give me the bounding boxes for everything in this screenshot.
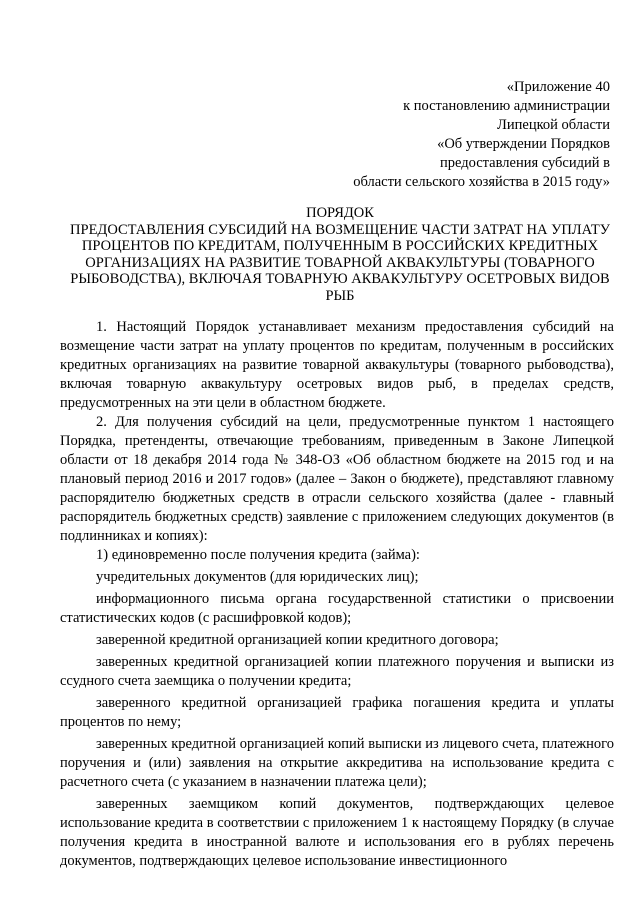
appendix-line: Липецкой области [497,117,610,133]
appendix-line: «Приложение 40 [506,79,610,95]
title-line: РЫБОВОДСТВА), ВКЛЮЧАЯ ТОВАРНУЮ АКВАКУЛЬТУРУ ОСЕТРОВЫХ ВИДОВ [70,271,610,288]
title-line: ПОРЯДОК [306,205,374,221]
list-item: информационного письма органа государственной статистики о присвоении статистических кодов (с расшифровкой кодов); [60,591,614,626]
appendix-line: к постановлению администрации [403,98,610,114]
paragraph-2: 2. Для получения субсидий на цели, предусмотренные пунктом 1 настоящего Порядка, претенденты, отвечающие требованиям, приведенным в Законе Липецкой области от 18 декабря 2014 года № 348-ОЗ «Об областном бюджете на 2015 год и на плановый период 2016 и 2017 годов» (далее – Закон о бюджете), представляют главному распорядителю бюджетных средств в отрасли сельского хозяйства (далее - главный распорядитель бюджетных средств) заявление с приложением следующих документов (в подлинниках и копиях): [60,414,614,544]
list-item: заверенных кредитной организацией копии платежного поручения и выписки из ссудного счета заемщика о получении кредита; [60,654,614,689]
title-line: РЫБ [325,287,355,304]
appendix-line: «Об утверждении Порядков [437,136,610,152]
list-item: заверенного кредитной организацией графика погашения кредита и уплаты процентов по нему; [60,695,614,730]
list-item: 1) единовременно после получения кредита (займа): [96,547,420,563]
list-item: заверенных кредитной организацией копий выписки из лицевого счета, платежного поручения и (или) заявления на открытие аккредитива на использование кредита с расчетного счета (с указанием в назначении платежа цели); [60,736,614,790]
title-line: ПРОЦЕНТОВ ПО КРЕДИТАМ, ПОЛУЧЕННЫМ В РОССИЙСКИХ КРЕДИТНЫХ [81,238,599,255]
appendix-line: предоставления субсидий в [439,155,610,171]
list-item: заверенных заемщиком копий документов, подтверждающих целевое использование кредита в соответствии с приложением 1 к настоящему Порядку (в случае получения кредита в иностранной валюте и использования его в рублях перечень документов, подтверждающих целевое использование инвестиционного [60,796,614,869]
appendix-header [310,78,610,192]
title-line: ОРГАНИЗАЦИЯХ НА РАЗВИТИЕ ТОВАРНОЙ АКВАКУЛЬТУРЫ (ТОВАРНОГО [85,254,595,271]
document-title [60,205,620,305]
paragraph-1: 1. Настоящий Порядок устанавливает механизм предоставления субсидий на возмещение части затрат на уплату процентов по кредитам, полученным в российских кредитных организациях на развитие товарной аквакультуры (товарного рыбоводства), включая товарную аквакультуру осетровых видов рыб, в пределах средств, предусмотренных на эти цели в областном бюджете. [60,319,614,411]
list-item: заверенной кредитной организацией копии кредитного договора; [96,632,499,648]
appendix-line: области сельского хозяйства в 2015 году» [353,174,610,190]
title-line: ПРЕДОСТАВЛЕНИЯ СУБСИДИЙ НА ВОЗМЕЩЕНИЕ ЧАСТИ ЗАТРАТ НА УПЛАТУ [70,221,610,238]
document-body [60,318,614,871]
list-item: учредительных документов (для юридических лиц); [96,569,419,585]
